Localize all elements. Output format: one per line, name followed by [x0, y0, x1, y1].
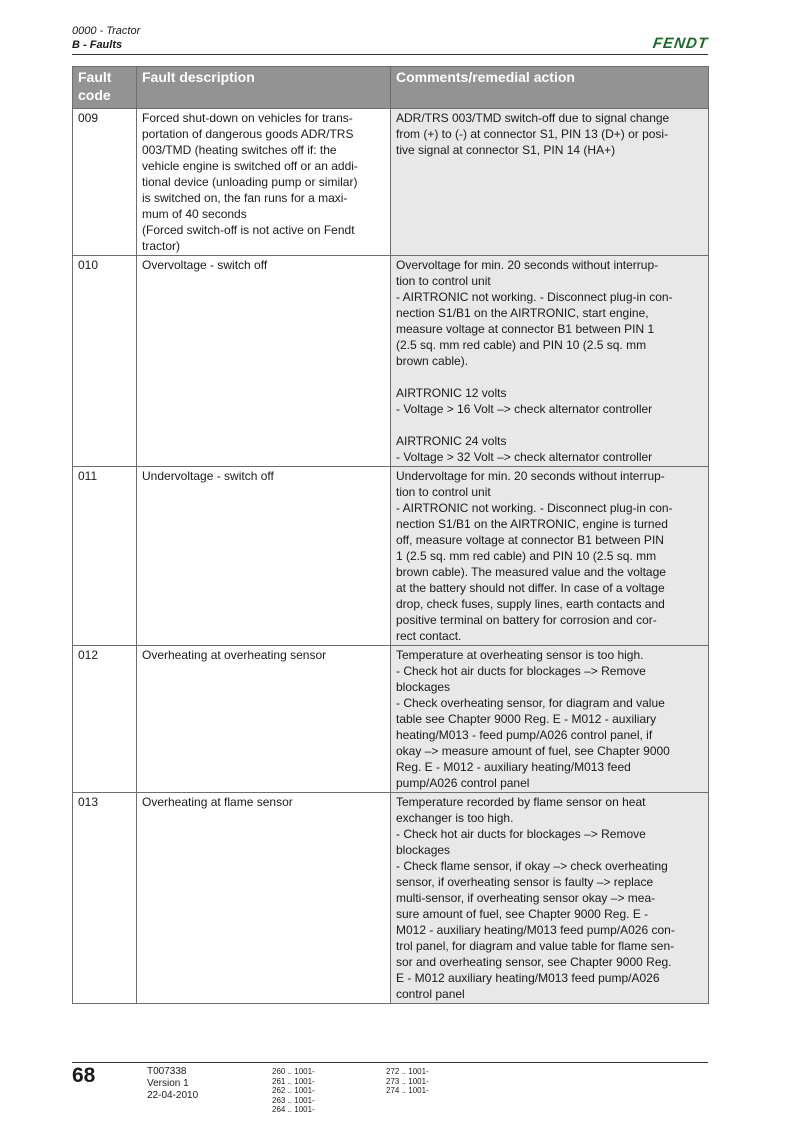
serial-range: 264 .. 1001- [272, 1105, 315, 1114]
description-line: Overvoltage - switch off [142, 258, 268, 272]
action-line: table see Chapter 9000 Reg. E - M012 - auxiliary [396, 712, 657, 726]
fault-description-cell [137, 793, 391, 1004]
fault-description-cell [137, 109, 391, 256]
action-line: AIRTRONIC 24 volts [396, 434, 507, 448]
action-line: (2.5 sq. mm red cable) and PIN 10 (2.5 sq. mm [396, 338, 647, 352]
column-header-fault-description: Fault description [137, 67, 391, 109]
fault-description-cell [137, 467, 391, 646]
document-version: Version 1 [147, 1078, 189, 1089]
description-line: 003/TMD (heating switches off if: the [142, 143, 337, 157]
action-line: M012 - auxiliary heating/M013 feed pump/A026 con- [396, 923, 675, 937]
fault-code-cell: 013 [73, 793, 137, 1004]
action-line: from (+) to (-) at connector S1, PIN 13 (D+) or posi- [396, 127, 669, 141]
fault-table-body [73, 109, 709, 1004]
serial-range-list [272, 1067, 315, 1115]
action-line: - Check hot air ducts for blockages –> Remove [396, 664, 646, 678]
action-line: at the battery should not differ. In case of a voltage [396, 581, 665, 595]
action-line: - Voltage > 32 Volt –> check alternator controller [396, 450, 653, 464]
remedial-action-cell [391, 467, 709, 646]
chapter-title: B - Faults [72, 39, 123, 51]
description-line: mum of 40 seconds [142, 207, 247, 221]
action-line: ADR/TRS 003/TMD switch-off due to signal change [396, 111, 670, 125]
description-line: Overheating at flame sensor [142, 795, 293, 809]
fault-code-cell: 012 [73, 646, 137, 793]
page-number: 68 [72, 1064, 96, 1087]
serial-range: 262 .. 1001- [272, 1086, 315, 1095]
action-line: E - M012 auxiliary heating/M013 feed pump/A026 [396, 971, 660, 985]
action-line: pump/A026 control panel [396, 776, 530, 790]
table-row [73, 467, 709, 646]
document-info [147, 1066, 198, 1102]
remedial-action-cell [391, 646, 709, 793]
section-title: 0000 - Tractor [72, 25, 141, 37]
action-line: sure amount of fuel, see Chapter 9000 Reg. E - [396, 907, 649, 921]
fault-code-cell: 010 [73, 256, 137, 467]
fendt-logo: FENDT [651, 35, 710, 52]
action-line [396, 417, 703, 433]
serial-range: 261 .. 1001- [272, 1076, 315, 1086]
action-line: sensor, if overheating sensor is faulty –> replace [396, 875, 654, 889]
table-row [73, 793, 709, 1004]
serial-range: 260 .. 1001- [272, 1067, 315, 1076]
description-line: portation of dangerous goods ADR/TRS [142, 127, 354, 141]
description-line: is switched on, the fan runs for a maxi- [142, 191, 348, 205]
action-line: blockages [396, 843, 451, 857]
description-line: Undervoltage - switch off [142, 469, 274, 483]
action-line: Undervoltage for min. 20 seconds without interrup- [396, 469, 665, 483]
action-line: - Check hot air ducts for blockages –> Remove [396, 827, 646, 841]
action-line: rect contact. [396, 629, 462, 643]
action-line: tion to control unit [396, 274, 491, 288]
remedial-action-cell [391, 256, 709, 467]
table-row [73, 256, 709, 467]
action-line: brown cable). [396, 354, 469, 368]
table-row [73, 646, 709, 793]
remedial-action-cell [391, 793, 709, 1004]
action-line: off, measure voltage at connector B1 between PIN [396, 533, 664, 547]
fault-table [72, 66, 709, 1004]
fault-code-cell: 011 [73, 467, 137, 646]
action-line: multi-sensor, if overheating sensor okay –> mea- [396, 891, 656, 905]
description-line: tional device (unloading pump or similar) [142, 175, 358, 189]
serial-range: 263 .. 1001- [272, 1095, 315, 1105]
page-header [72, 24, 708, 55]
action-line: - AIRTRONIC not working. - Disconnect plug-in con- [396, 501, 673, 515]
column-header-fault-code: Fault code [73, 67, 137, 109]
serial-range-list [386, 1067, 429, 1096]
action-line: control panel [396, 987, 465, 1001]
description-line: Overheating at overheating sensor [142, 648, 327, 662]
action-line: nection S1/B1 on the AIRTRONIC, engine is turned [396, 517, 668, 531]
column-header-remedial-action: Comments/remedial action [391, 67, 709, 109]
action-line: exchanger is too high. [396, 811, 514, 825]
document-number: T007338 [147, 1066, 187, 1077]
action-line: - Check flame sensor, if okay –> check overheating [396, 859, 668, 873]
description-line: Forced shut-down on vehicles for trans- [142, 111, 353, 125]
description-line: (Forced switch-off is not active on Fendt [142, 223, 355, 237]
action-line: positive terminal on battery for corrosion and cor- [396, 613, 657, 627]
action-line: Temperature at overheating sensor is too high. [396, 648, 644, 662]
action-line: 1 (2.5 sq. mm red cable) and PIN 10 (2.5 sq. mm [396, 549, 657, 563]
serial-range: 274 .. 1001- [386, 1086, 429, 1095]
action-line: AIRTRONIC 12 volts [396, 386, 507, 400]
action-line: brown cable). The measured value and the voltage [396, 565, 666, 579]
table-row [73, 109, 709, 256]
action-line: Temperature recorded by flame sensor on heat [396, 795, 646, 809]
action-line: nection S1/B1 on the AIRTRONIC, start engine, [396, 306, 649, 320]
action-line: - Check overheating sensor, for diagram and value [396, 696, 665, 710]
remedial-action-cell [391, 109, 709, 256]
action-line: trol panel, for diagram and value table for flame sen- [396, 939, 675, 953]
action-line: drop, check fuses, supply lines, earth contacts and [396, 597, 665, 611]
fault-description-cell [137, 256, 391, 467]
action-line: okay –> measure amount of fuel, see Chapter 9000 [396, 744, 670, 758]
fault-description-cell [137, 646, 391, 793]
action-line: tion to control unit [396, 485, 491, 499]
serial-range: 272 .. 1001- [386, 1067, 429, 1076]
footer-divider [72, 1062, 708, 1063]
action-line: - AIRTRONIC not working. - Disconnect plug-in con- [396, 290, 673, 304]
document-date: 22-04-2010 [147, 1090, 199, 1101]
table-header-row [73, 67, 709, 109]
action-line: heating/M013 - feed pump/A026 control panel, if [396, 728, 653, 742]
action-line: measure voltage at connector B1 between PIN 1 [396, 322, 655, 336]
description-line: vehicle engine is switched off or an addi- [142, 159, 358, 173]
action-line: tive signal at connector S1, PIN 14 (HA+) [396, 143, 616, 157]
action-line: sor and overheating sensor, see Chapter 9000 Reg. [396, 955, 672, 969]
action-line [396, 369, 703, 385]
action-line: - Voltage > 16 Volt –> check alternator controller [396, 402, 653, 416]
action-line: blockages [396, 680, 451, 694]
description-line: tractor) [142, 239, 181, 253]
action-line: Overvoltage for min. 20 seconds without interrup- [396, 258, 659, 272]
serial-range: 273 .. 1001- [386, 1076, 429, 1086]
action-line: Reg. E - M012 - auxiliary heating/M013 feed [396, 760, 631, 774]
fault-code-cell: 009 [73, 109, 137, 256]
